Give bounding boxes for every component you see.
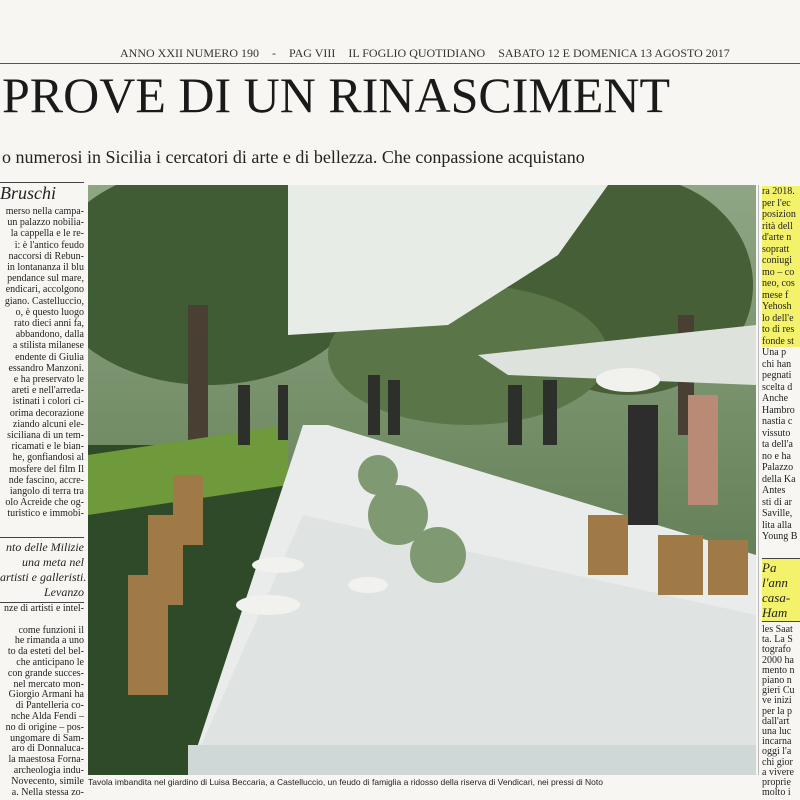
text-line: una meta nel — [22, 555, 84, 569]
text-line: e ha preservato le — [13, 374, 84, 386]
text-line: mese f — [762, 290, 800, 302]
text-line: giano. Castelluccio, — [4, 295, 84, 307]
text-line: un palazzo nobilia- — [7, 217, 84, 229]
text-line: lita alla — [762, 519, 792, 531]
text-line: posizion — [762, 209, 800, 221]
text-line: molto i — [762, 787, 791, 799]
separator: - — [272, 46, 276, 60]
text-line: abbandono, dalla — [15, 329, 84, 341]
text-line: rato dieci anni fa, — [14, 318, 84, 330]
text-line: he, gonfiandosi al — [12, 452, 84, 464]
text-line: Yehosh — [762, 301, 800, 313]
text-line: l'ann — [762, 575, 788, 590]
text-line: come funzioni il — [18, 624, 84, 636]
text-line: gieri Cu — [762, 685, 795, 697]
text-line: Antes — [762, 485, 786, 496]
text-line: la cappella e le re- — [10, 228, 84, 240]
photo-caption: Tavola imbandita nel giardino di Luisa Beccaria, a Castelluccio, un feudo di famiglia a ridosso della riserva di Vendicari, nei pressi di Noto — [88, 777, 604, 787]
text-line: naccorsi di Rebun- — [8, 250, 84, 262]
text-line: Una p — [762, 347, 787, 358]
text-line: ra 2018. — [762, 186, 800, 198]
text-line: piano n — [762, 675, 792, 687]
text-line: Young B — [762, 531, 798, 542]
text-line: neo, cos — [762, 278, 800, 290]
text-line: turistico e immobi- — [7, 508, 84, 520]
text-line: incarna — [762, 736, 792, 748]
text-line: o, è questo luogo — [15, 306, 84, 318]
text-line: chi han — [762, 358, 792, 370]
text-line: che anticipano le — [16, 656, 84, 668]
text-line: Novecento, simile — [11, 775, 84, 787]
text-line: Giorgio Armani ha — [8, 689, 84, 701]
text-line: ve inizi — [762, 695, 792, 707]
text-line: a vivere — [762, 766, 794, 778]
text-line: essandro Manzoni. — [8, 362, 84, 374]
left-column-continued — [0, 604, 84, 798]
headline: PROVE DI UN RINASCIMENT — [2, 67, 671, 123]
text-line: Pa — [762, 560, 777, 575]
text-line: fonde st — [762, 336, 800, 348]
page-header — [120, 46, 740, 60]
text-line: archeologia indu- — [13, 764, 84, 776]
text-line: casa- — [762, 590, 791, 605]
text-line: sti di ar — [762, 496, 792, 508]
text-line: areti e nell'arreda- — [11, 385, 84, 397]
text-line: lo dell'e — [762, 313, 800, 325]
right-pull-quote — [762, 558, 800, 622]
text-line: a. Nella stessa zo- — [11, 786, 84, 798]
text-line: Hambro — [762, 404, 795, 416]
issue-number: ANNO XXII NUMERO 190 — [120, 46, 259, 60]
text-line: ziando alcuni ele- — [12, 418, 84, 430]
text-line: istinati i colori ci- — [12, 396, 84, 408]
text-line: nto delle Milizie — [6, 540, 84, 554]
text-line: ricamati e le bian- — [11, 441, 84, 453]
text-line: a stilista milanese — [12, 340, 84, 352]
text-line: nastia c — [762, 416, 793, 427]
subheadline: o numerosi in Sicilia i cercatori di arte e di bellezza. Che conpassione acquistano — [2, 147, 585, 167]
header-rule — [0, 63, 800, 64]
text-line: in lontananza il blu — [7, 262, 84, 274]
text-line: della Ka — [762, 473, 796, 485]
text-line: tografo — [762, 644, 791, 656]
text-line: Anche — [762, 393, 789, 404]
text-line: rità dell — [762, 221, 800, 233]
text-line: mento n — [762, 664, 795, 676]
text-line: mo – co — [762, 267, 800, 279]
text-line: he rimanda a uno — [14, 635, 84, 647]
text-line: pegnati — [762, 370, 792, 381]
text-line: mosfere del film Il — [9, 463, 84, 475]
text-line: i: è l'antico feudo — [14, 239, 84, 251]
text-line: Levanzo — [44, 585, 84, 599]
text-line: chi gior — [762, 756, 793, 768]
right-column — [762, 186, 800, 543]
text-line: les Saat — [762, 624, 793, 635]
text-line: dall'art — [762, 715, 790, 727]
text-line: 2000 ha — [762, 654, 794, 666]
text-line: di Pantelleria co- — [15, 700, 84, 712]
text-line: aro di Donnaluca- — [11, 743, 84, 755]
text-line: no di origine – pos- — [5, 721, 84, 733]
text-line: per l'ec — [762, 198, 800, 210]
text-line: con grande succes- — [7, 667, 84, 679]
text-line: la maestosa Forna- — [8, 754, 84, 766]
page-number: PAG VIII — [289, 46, 336, 60]
byline: Bruschi — [0, 183, 56, 203]
text-line: pendance sul mare, — [7, 273, 84, 285]
text-line: endicari, accolgono — [5, 284, 84, 296]
text-line: una luc — [762, 726, 792, 738]
right-column-continued — [762, 625, 800, 798]
text-line: ta. La S — [762, 634, 793, 646]
left-pull-quote — [0, 537, 87, 603]
text-line: d'arte n — [762, 232, 800, 244]
text-line: nde fascino, accre- — [8, 474, 84, 486]
text-line: coniugi — [762, 255, 800, 267]
text-line: Ham — [762, 605, 788, 620]
text-line: ungomare di Sam- — [10, 732, 84, 744]
text-line: artisti e galleristi. — [0, 570, 87, 584]
left-column — [0, 206, 84, 520]
text-line: scelta d — [762, 381, 793, 393]
text-line: endente di Giulia — [15, 351, 84, 363]
issue-date: SABATO 12 E DOMENICA 13 AGOSTO 2017 — [498, 46, 730, 60]
text-line — [0, 615, 84, 626]
text-line: Palazzo — [762, 462, 794, 473]
text-line: nche Alda Fendi – — [10, 710, 84, 722]
text-line: ta dell'a — [762, 439, 793, 450]
text-line: orima decorazione — [9, 407, 84, 419]
text-line: vissuto — [762, 427, 791, 439]
text-line: merso nella campa- — [5, 206, 84, 217]
newspaper-name: IL FOGLIO QUOTIDIANO — [348, 46, 486, 60]
text-line: iangolo di terra tra — [9, 486, 84, 498]
column-divider — [758, 185, 759, 775]
text-line: nze di artisti e intel- — [4, 603, 84, 614]
text-line: per la p — [762, 705, 792, 717]
text-line: to da esteti del bel- — [7, 646, 84, 658]
text-line: olo Acreide che og- — [5, 497, 84, 509]
text-line: Saville, — [762, 508, 793, 519]
text-line: proprie — [762, 777, 791, 789]
text-line: to di res — [762, 324, 800, 336]
text-line: oggi l'a — [762, 746, 792, 758]
garden-table-photo — [88, 185, 756, 775]
text-line: sopratt — [762, 244, 800, 256]
text-line: no e ha — [762, 450, 791, 462]
text-line: nel mercato mon- — [13, 678, 84, 690]
text-line: siciliana di un tem- — [7, 430, 84, 442]
